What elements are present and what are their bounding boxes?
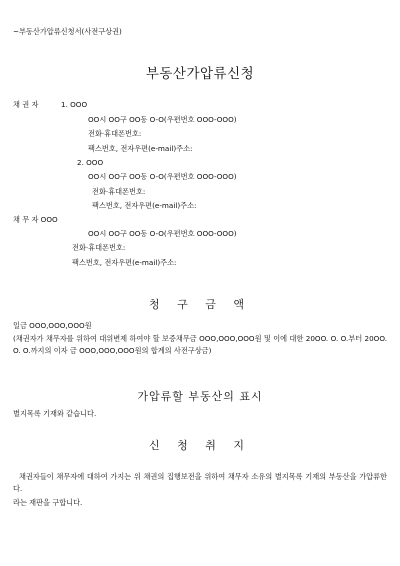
creditor2-address: OO시 OO구 OO동 O-O(우편번호 OOO-OOO) [88,172,237,181]
claim-amount: 일금 OOO,OOO,OOO원 [13,321,92,330]
document-header: ~부동산가압류신청서(사전구상권) [13,27,122,36]
property-section-title: 가압류할 부동산의 표시 [137,390,263,403]
creditor1-fax-email: 팩스번호, 전자우편(e-mail)주소: [88,144,193,153]
creditors-label: 채 권 자 [13,100,39,109]
claim-description: (채권자가 채무자를 위하여 대위변제 하여야 할 보증채무금 OOO,OOO,OOO원 및 이에 대한 20OO. O. O.부터 20OO. O. O.까지의 이자 금 OOO,OOO,OOO원의 합계의 사전구상금) [13,334,387,355]
purpose-description: 채권자들이 채무자에 대하여 가지는 위 채권의 집행보전을 위하여 채무자 소유의 별지목록 기재의 부동산을 가압류한다. [13,472,387,493]
purpose-section-title: 신 청 취 지 [149,439,251,452]
creditor1-address: OO시 OO구 OO동 O-O(우편번호 OOO-OOO) [88,115,237,124]
creditor1-phone: 전화·휴대폰번호: [88,129,142,138]
document-title: 부동산가압류신청 [145,66,255,82]
debtor-label: 채 무 자 OOO [13,215,58,224]
debtor-phone: 전화·휴대폰번호: [72,243,126,252]
debtor-fax-email: 팩스번호, 전자우편(e-mail)주소: [72,258,177,267]
purpose-closing: 라는 재판을 구합니다. [13,498,83,507]
creditor2-number: 2. OOO [77,158,104,167]
creditor2-phone: 전화·휴대폰번호: [92,187,146,196]
claim-section-title: 청 구 금 액 [149,298,251,311]
creditor2-fax-email: 팩스번호, 전자우편(e-mail)주소: [92,201,197,210]
debtor-address: OO시 OO구 OO동 O-O(우편번호 OOO-OOO) [88,229,237,238]
creditor1-number: 1. OOO [61,100,88,109]
property-description: 별지목록 기재와 같습니다. [13,409,97,418]
